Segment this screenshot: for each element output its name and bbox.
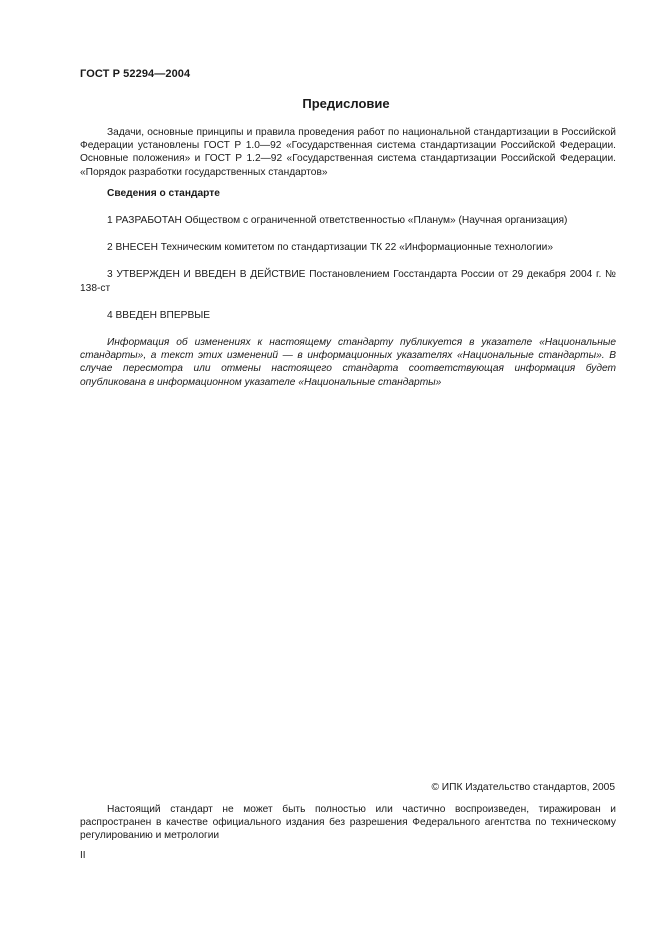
page-title: Предисловие bbox=[302, 96, 390, 111]
list-item: 2 ВНЕСЕН Техническим комитетом по стандартизации ТК 22 «Информационные технологии» bbox=[107, 242, 553, 254]
list-item: 1 РАЗРАБОТАН Обществом с ограниченной ответственностью «Планум» (Научная организация) bbox=[107, 215, 568, 227]
list-item: 3 УТВЕРЖДЕН И ВВЕДЕН В ДЕЙСТВИЕ Постановлением Госстандарта России от 29 декабря 2004 г. № 138-ст bbox=[80, 269, 616, 294]
info-note: Информация об изменениях к настоящему стандарту публикуется в указателе «Национальные стандарты», а текст этих изменений — в информационных указателях «Национальные стандарты». В случае пересмотра или отмены настоящего стандарта соответствующая информация будет опубликована в информационном указателе «Национальные стандарты» bbox=[80, 337, 616, 388]
document-body bbox=[80, 126, 616, 389]
section-subheading: Сведения о стандарте bbox=[107, 187, 220, 199]
page-number: II bbox=[80, 850, 86, 861]
document-header: ГОСТ Р 52294—2004 bbox=[80, 68, 191, 80]
intro-paragraph: Задачи, основные принципы и правила проведения работ по национальной стандартизации в Российской Федерации установлены ГОСТ Р 1.0—92 «Государственная система стандартизации Российской Федерации. Основные положения» и ГОСТ Р 1.2—92 «Государственная система стандартизации Российской Федерации. «Порядок разработки государственных стандартов» bbox=[80, 127, 616, 178]
legal-footer bbox=[80, 803, 616, 842]
copyright-line: © ИПК Издательство стандартов, 2005 bbox=[431, 782, 615, 793]
list-item: 4 ВВЕДЕН ВПЕРВЫЕ bbox=[107, 309, 211, 321]
footer-paragraph: Настоящий стандарт не может быть полностью или частично воспроизведен, тиражирован и распространен в качестве официального издания без разрешения Федерального агентства по техническому регулированию и метрологии bbox=[80, 804, 616, 841]
